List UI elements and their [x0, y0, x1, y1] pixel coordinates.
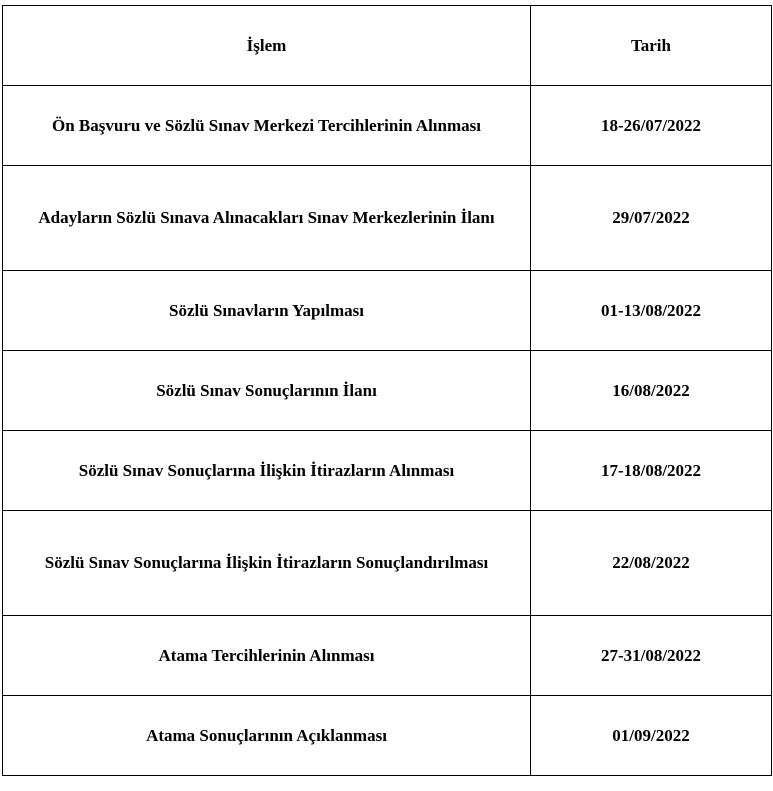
schedule-table: [2, 5, 772, 776]
row-tarih: 18-26/07/2022: [531, 86, 772, 166]
row-islem: Atama Tercihlerinin Alınması: [3, 616, 531, 696]
table-row: [3, 696, 772, 776]
header-row: [3, 6, 772, 86]
table-row: [3, 86, 772, 166]
table-row: [3, 431, 772, 511]
table-row: [3, 351, 772, 431]
row-islem: Sözlü Sınav Sonuçlarının İlanı: [3, 351, 531, 431]
table-row: [3, 271, 772, 351]
row-tarih: 22/08/2022: [531, 511, 772, 616]
header-islem: İşlem: [3, 6, 531, 86]
row-tarih: 17-18/08/2022: [531, 431, 772, 511]
row-tarih: 27-31/08/2022: [531, 616, 772, 696]
row-islem: Sözlü Sınavların Yapılması: [3, 271, 531, 351]
row-tarih: 16/08/2022: [531, 351, 772, 431]
row-islem: Sözlü Sınav Sonuçlarına İlişkin İtirazların Alınması: [3, 431, 531, 511]
row-islem: Ön Başvuru ve Sözlü Sınav Merkezi Tercihlerinin Alınması: [3, 86, 531, 166]
table-row: [3, 166, 772, 271]
row-islem: Adayların Sözlü Sınava Alınacakları Sınav Merkezlerinin İlanı: [3, 166, 531, 271]
row-tarih: 29/07/2022: [531, 166, 772, 271]
row-islem: Sözlü Sınav Sonuçlarına İlişkin İtirazların Sonuçlandırılması: [3, 511, 531, 616]
header-tarih: Tarih: [531, 6, 772, 86]
row-islem: Atama Sonuçlarının Açıklanması: [3, 696, 531, 776]
table-row: [3, 616, 772, 696]
row-tarih: 01-13/08/2022: [531, 271, 772, 351]
table-row: [3, 511, 772, 616]
row-tarih: 01/09/2022: [531, 696, 772, 776]
